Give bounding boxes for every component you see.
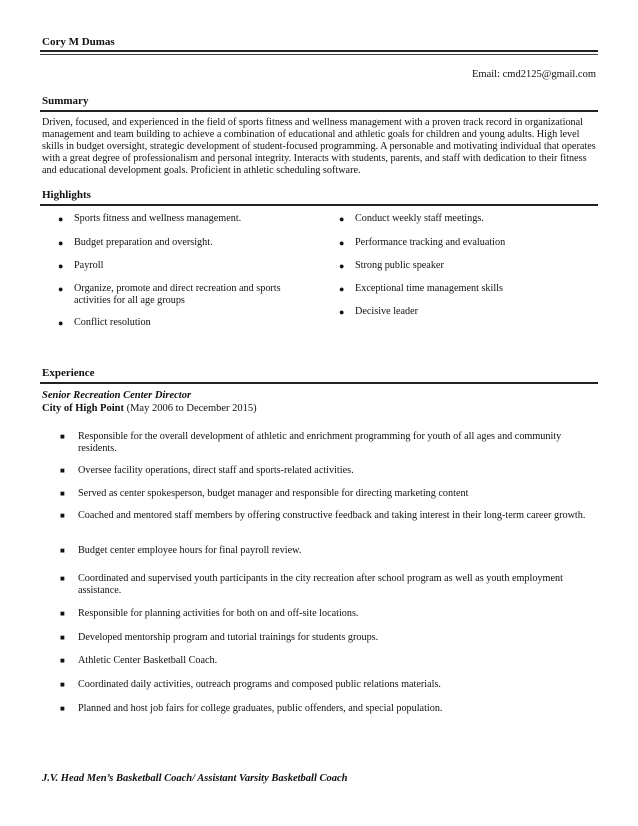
employer-name: City of High Point bbox=[42, 403, 124, 414]
highlight-item: ● Conduct weekly staff meetings. bbox=[339, 213, 484, 224]
square-bullet-icon: ■ bbox=[60, 489, 65, 498]
experience-item: ■ Responsible for planning activities for both on and off-site locations. bbox=[60, 608, 359, 619]
highlights-heading: Highlights bbox=[42, 189, 91, 201]
experience-item: ■ Coordinated daily activities, outreach programs and composed public relations materials. bbox=[60, 679, 441, 690]
next-job-title: J.V. Head Men’s Basketball Coach/ Assistant Varsity Basketball Coach bbox=[42, 773, 348, 784]
summary-text: Driven, focused, and experienced in the field of sports fitness and wellness management with a proven track record in organizational management and team building to achieve a combination of educational and athletic goals for children and young adults. High level skills in budget oversight, strategic development of student-focused programming. A personable and motivating individual that operates with a great degree of professionalism and personal integrity. Interacts with students, parents, and staff with dedication to their fitness and educational development goals. Proficient in athletic scheduling software. bbox=[42, 117, 596, 176]
bullet-icon: ● bbox=[58, 214, 64, 224]
experience-item: ■ Planned and host job fairs for college graduates, public offenders, and special population. bbox=[60, 703, 443, 714]
highlight-item: ● Organize, promote and direct recreation and sports activities for all age groups bbox=[58, 283, 281, 306]
highlight-item: ● Performance tracking and evaluation bbox=[339, 237, 506, 248]
job-dates: (May 2006 to December 2015) bbox=[123, 403, 257, 414]
candidate-name: Cory M Dumas bbox=[42, 36, 115, 48]
square-bullet-icon: ■ bbox=[60, 546, 65, 555]
square-bullet-icon: ■ bbox=[60, 574, 65, 583]
bullet-icon: ● bbox=[339, 238, 345, 248]
job-title: Senior Recreation Center Director bbox=[42, 390, 192, 401]
experience-item: ■ Oversee facility operations, direct staff and sports-related activities. bbox=[60, 465, 354, 476]
highlight-item: ● Decisive leader bbox=[339, 306, 419, 317]
experience-item: ■ Served as center spokesperson, budget manager and responsible for directing marketing content bbox=[60, 488, 469, 499]
square-bullet-icon: ■ bbox=[60, 511, 65, 520]
bullet-icon: ● bbox=[339, 214, 345, 224]
square-bullet-icon: ■ bbox=[60, 609, 65, 618]
highlight-item: ● Strong public speaker bbox=[339, 260, 444, 271]
highlight-item: ● Sports fitness and wellness management. bbox=[58, 213, 242, 224]
summary-heading: Summary bbox=[42, 95, 89, 107]
experience-item: ■ Coordinated and supervised youth participants in the city recreation after school program as well as youth employment assistance. bbox=[60, 573, 563, 596]
experience-item: ■ Budget center employee hours for final payroll review. bbox=[60, 545, 302, 556]
experience-item: ■ Athletic Center Basketball Coach. bbox=[60, 655, 218, 666]
highlight-item: ● Conflict resolution bbox=[58, 317, 151, 328]
square-bullet-icon: ■ bbox=[60, 633, 65, 642]
square-bullet-icon: ■ bbox=[60, 680, 65, 689]
bullet-icon: ● bbox=[58, 284, 64, 294]
highlight-item: ● Exceptional time management skills bbox=[339, 283, 503, 294]
experience-item: ■ Developed mentorship program and tutorial trainings for students groups. bbox=[60, 632, 379, 643]
experience-rule bbox=[40, 382, 598, 384]
bullet-icon: ● bbox=[339, 284, 345, 294]
header-rule bbox=[40, 50, 598, 52]
email-line: Email: cmd2125@gmail.com bbox=[472, 69, 596, 80]
bullet-icon: ● bbox=[58, 238, 64, 248]
summary-rule bbox=[40, 110, 598, 112]
highlight-item: ● Budget preparation and oversight. bbox=[58, 237, 213, 248]
bullet-icon: ● bbox=[58, 318, 64, 328]
bullet-icon: ● bbox=[339, 307, 345, 317]
square-bullet-icon: ■ bbox=[60, 704, 65, 713]
experience-item: ■ Coached and mentored staff members by offering constructive feedback and taking interest in their long-term career growth. bbox=[60, 510, 586, 521]
square-bullet-icon: ■ bbox=[60, 466, 65, 475]
highlight-item: ● Payroll bbox=[58, 260, 104, 271]
header-rule-thin bbox=[40, 54, 598, 55]
job-employer-line bbox=[42, 403, 257, 414]
bullet-icon: ● bbox=[339, 261, 345, 271]
experience-heading: Experience bbox=[42, 367, 95, 379]
square-bullet-icon: ■ bbox=[60, 656, 65, 665]
experience-item: ■ Responsible for the overall development of athletic and enrichment programming for youth of all ages and community residents. bbox=[60, 431, 562, 454]
highlights-rule bbox=[40, 204, 598, 206]
bullet-icon: ● bbox=[58, 261, 64, 271]
square-bullet-icon: ■ bbox=[60, 432, 65, 441]
